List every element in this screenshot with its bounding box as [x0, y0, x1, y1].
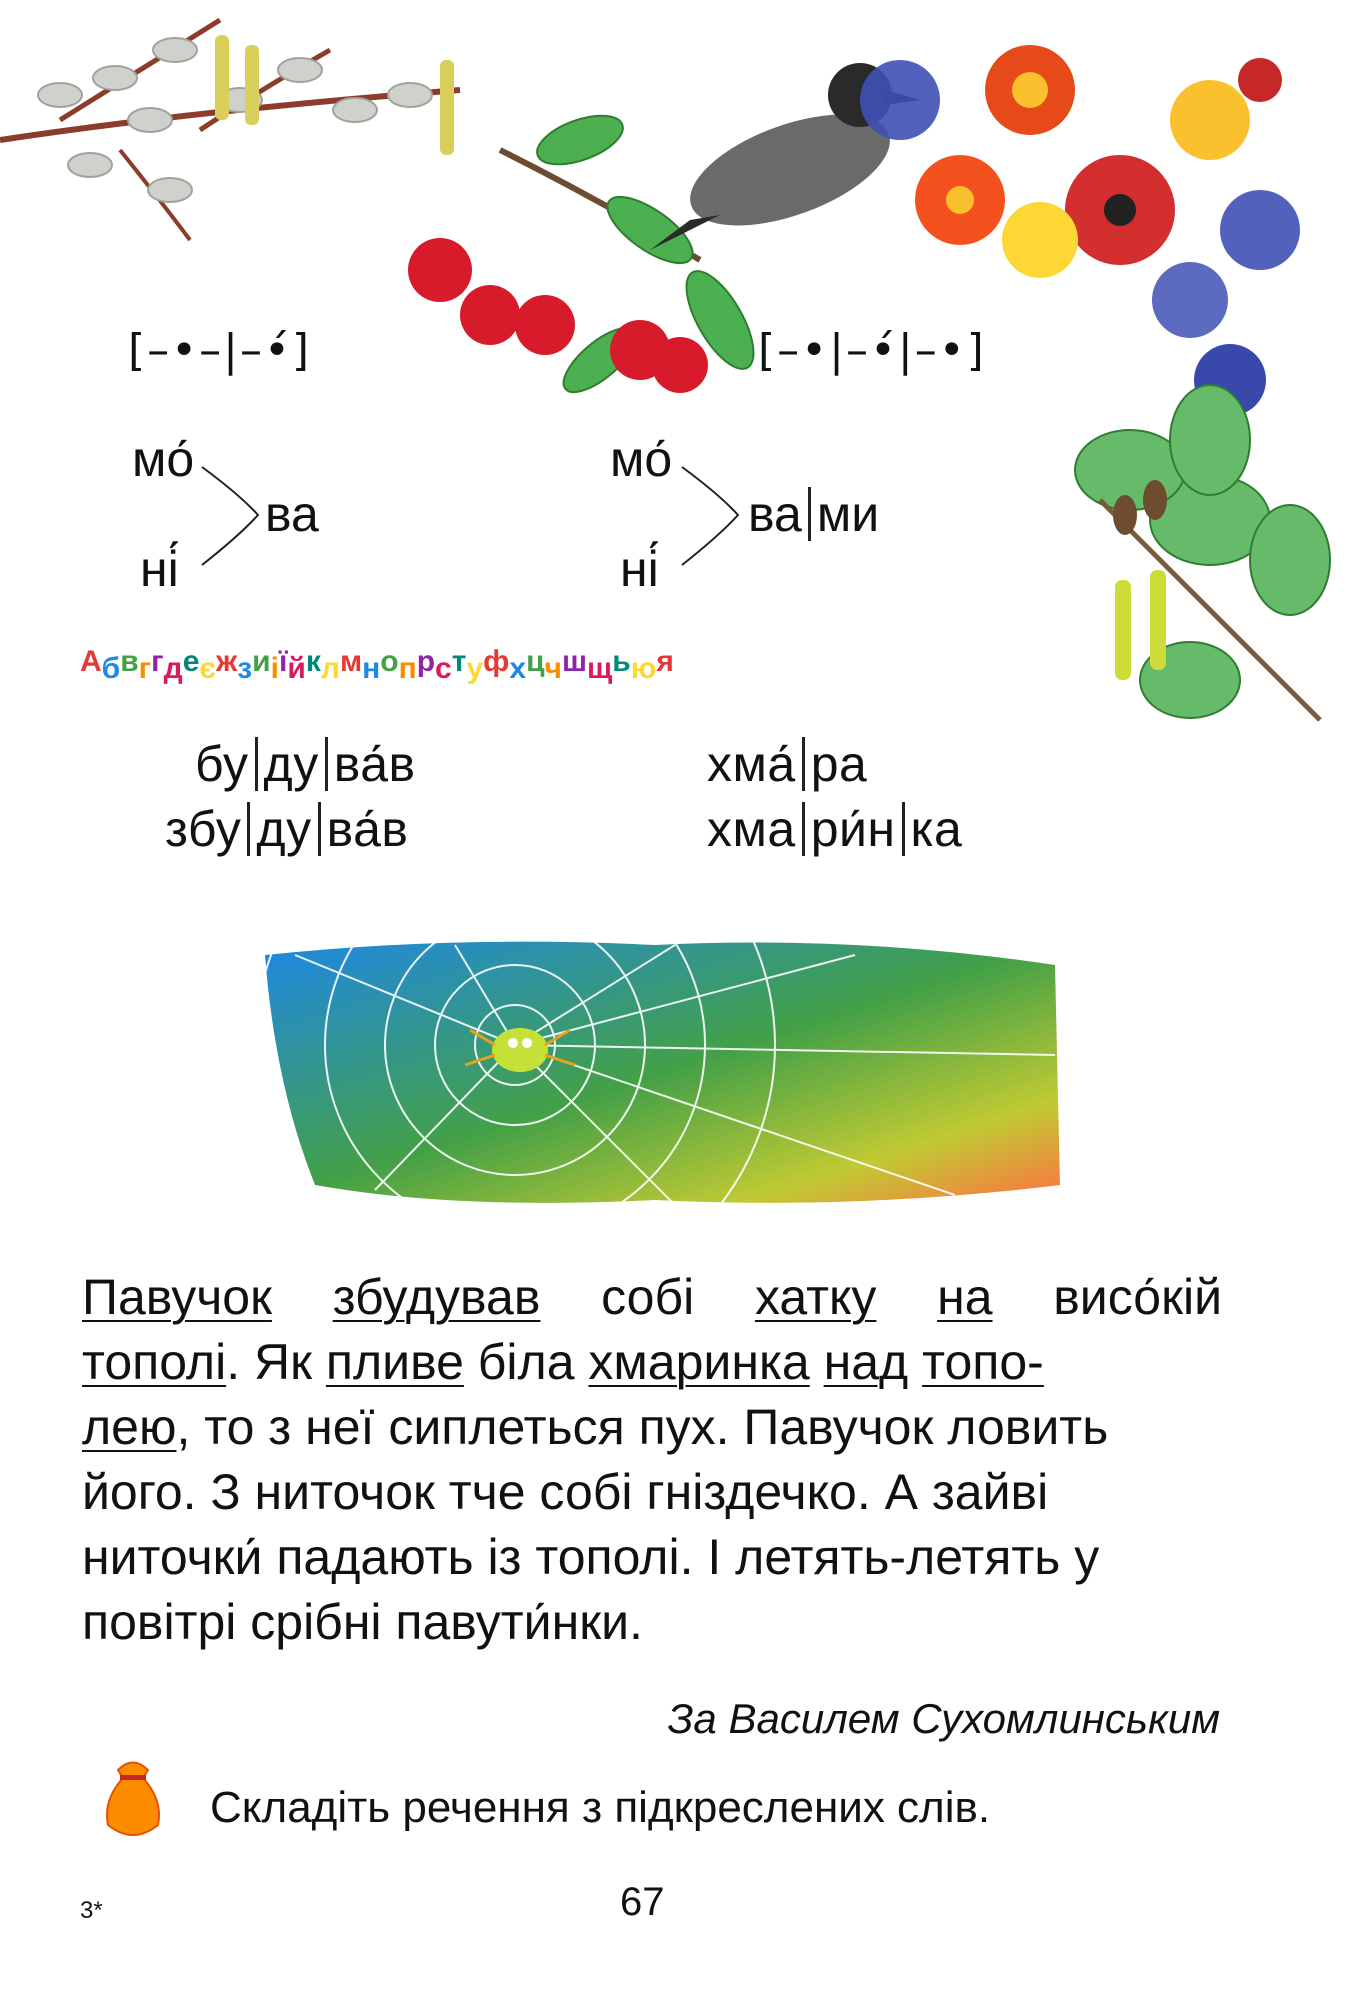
story-word: собі	[601, 1269, 695, 1325]
branch-left-bottom: ні́	[140, 541, 179, 597]
alphabet-letter: н	[362, 652, 381, 685]
syllable-divider	[802, 802, 805, 856]
underlined-word: над	[823, 1334, 909, 1390]
syllable: хма́	[707, 736, 796, 792]
story-word: висо́кій	[1053, 1269, 1222, 1325]
alphabet-letter: ч	[544, 652, 562, 685]
story-text	[908, 1334, 922, 1390]
syllable: ду	[263, 736, 319, 792]
branch-left-joined: ва	[265, 486, 319, 542]
syllable: бу	[195, 736, 249, 792]
syllable-divider	[902, 802, 905, 856]
alphabet-letter: А	[80, 645, 102, 678]
story-line-5: ниточки́ падають із тополі. І летять-летять у	[82, 1529, 1100, 1585]
story-line-2	[82, 1330, 1222, 1395]
printer-signature: 3*	[80, 1897, 103, 1924]
branch-right-connector	[680, 455, 750, 575]
syllable-divider	[255, 737, 258, 791]
alphabet-letter: ш	[561, 645, 587, 678]
branch-left-top: мо́	[132, 431, 195, 487]
alphabet-letter: т	[451, 645, 467, 678]
alphabet-letter: ж	[215, 645, 238, 678]
alphabet-letter: м	[339, 645, 363, 678]
branch-right-top: мо́	[610, 431, 673, 487]
alphabet-letter: л	[320, 652, 340, 685]
pouch-icon	[98, 1750, 168, 1840]
branch-right-bottom: ні́	[620, 541, 659, 597]
alphabet-letter: ю	[630, 652, 657, 685]
alphabet-letter: ц	[526, 645, 545, 678]
underlined-word: топо-	[922, 1334, 1044, 1390]
alphabet-letter: о	[380, 645, 399, 678]
syllable: ва́в	[326, 801, 409, 857]
alphabet-letter: б	[101, 652, 121, 685]
task-instruction: Складіть речення з підкреслених слів.	[210, 1783, 991, 1832]
alphabet-letter: в	[120, 645, 139, 678]
syllable-divider	[247, 802, 250, 856]
story-author: За Василем Сухомлинським	[667, 1695, 1220, 1742]
story-text: , то з неї сиплеться пух. Павучок ловить	[176, 1399, 1109, 1455]
alphabet-letter: у	[466, 652, 484, 685]
branch-right-joined	[748, 485, 879, 543]
syllable-divider	[318, 802, 321, 856]
alphabet-letter: і	[270, 652, 279, 685]
alphabet-strip	[80, 645, 674, 685]
alphabet-letter: с	[435, 652, 452, 685]
alphabet-letter: х	[509, 652, 527, 685]
page-number: 67	[620, 1880, 665, 1924]
alphabet-letter: з	[237, 652, 253, 685]
story-text: біла	[463, 1334, 589, 1390]
alphabet-letter: й	[287, 652, 306, 685]
alphabet-letter: д	[163, 652, 183, 685]
story-line-6: повітрі срібні павути́нки.	[82, 1594, 643, 1650]
underlined-word: Павучок	[82, 1269, 272, 1325]
alphabet-letter: п	[398, 652, 417, 685]
syllable: хма	[707, 801, 796, 857]
story-line-3	[82, 1395, 1222, 1460]
alphabet-letter: є	[199, 652, 216, 685]
alphabet-letter: к	[305, 645, 321, 678]
story-line-1	[82, 1265, 1222, 1330]
underlined-word: пливе	[325, 1334, 464, 1390]
underlined-word: на	[937, 1269, 993, 1325]
underlined-word: хмаринка	[588, 1334, 810, 1390]
alphabet-letter: ь	[612, 645, 631, 678]
syllable-divider	[325, 737, 328, 791]
branch-left-connector	[200, 455, 270, 575]
nature-border-art	[0, 0, 1370, 760]
word-khmara	[707, 735, 867, 793]
alphabet-letter: щ	[586, 652, 613, 685]
syllable: ри́н	[810, 801, 896, 857]
alphabet-letter: е	[182, 645, 200, 678]
alphabet-letter: г	[151, 645, 164, 678]
story-paragraph	[82, 1265, 1222, 1655]
story-line-4: його. З ниточок тче собі гніздечко. А зайві	[82, 1464, 1049, 1520]
syllable: ду	[256, 801, 312, 857]
syllable: ва́в	[333, 736, 416, 792]
underlined-word: тополі	[82, 1334, 227, 1390]
underlined-word: хатку	[754, 1269, 877, 1325]
syllable: ра	[810, 736, 868, 792]
alphabet-letter: ї	[278, 645, 288, 678]
spider-web-icon	[255, 935, 1065, 1210]
syllable: збу	[165, 801, 242, 857]
alphabet-letter: г	[138, 652, 152, 685]
word-zbudu-vav	[165, 800, 408, 858]
branch-right-syllable-2: ми	[816, 486, 880, 542]
syllable-divider	[802, 737, 805, 791]
underlined-word: лею	[82, 1399, 177, 1455]
syllable-scheme-left: [–•–|–•́]	[128, 325, 312, 376]
underlined-word: збудував	[332, 1269, 541, 1325]
syllable-scheme-right: [–•|–•́|–•]	[758, 325, 986, 376]
alphabet-letter: ф	[483, 645, 510, 678]
word-budu-vav	[195, 735, 416, 793]
word-khmarynka	[707, 800, 962, 858]
syllable: ка	[910, 801, 963, 857]
alphabet-letter: р	[416, 645, 436, 678]
alphabet-letter: и	[252, 645, 271, 678]
syllable-divider	[808, 487, 811, 541]
alphabet-letter: я	[656, 645, 674, 678]
story-text	[810, 1334, 824, 1390]
story-text: . Як	[226, 1334, 326, 1390]
branch-right-syllable-1: ва	[748, 486, 802, 542]
